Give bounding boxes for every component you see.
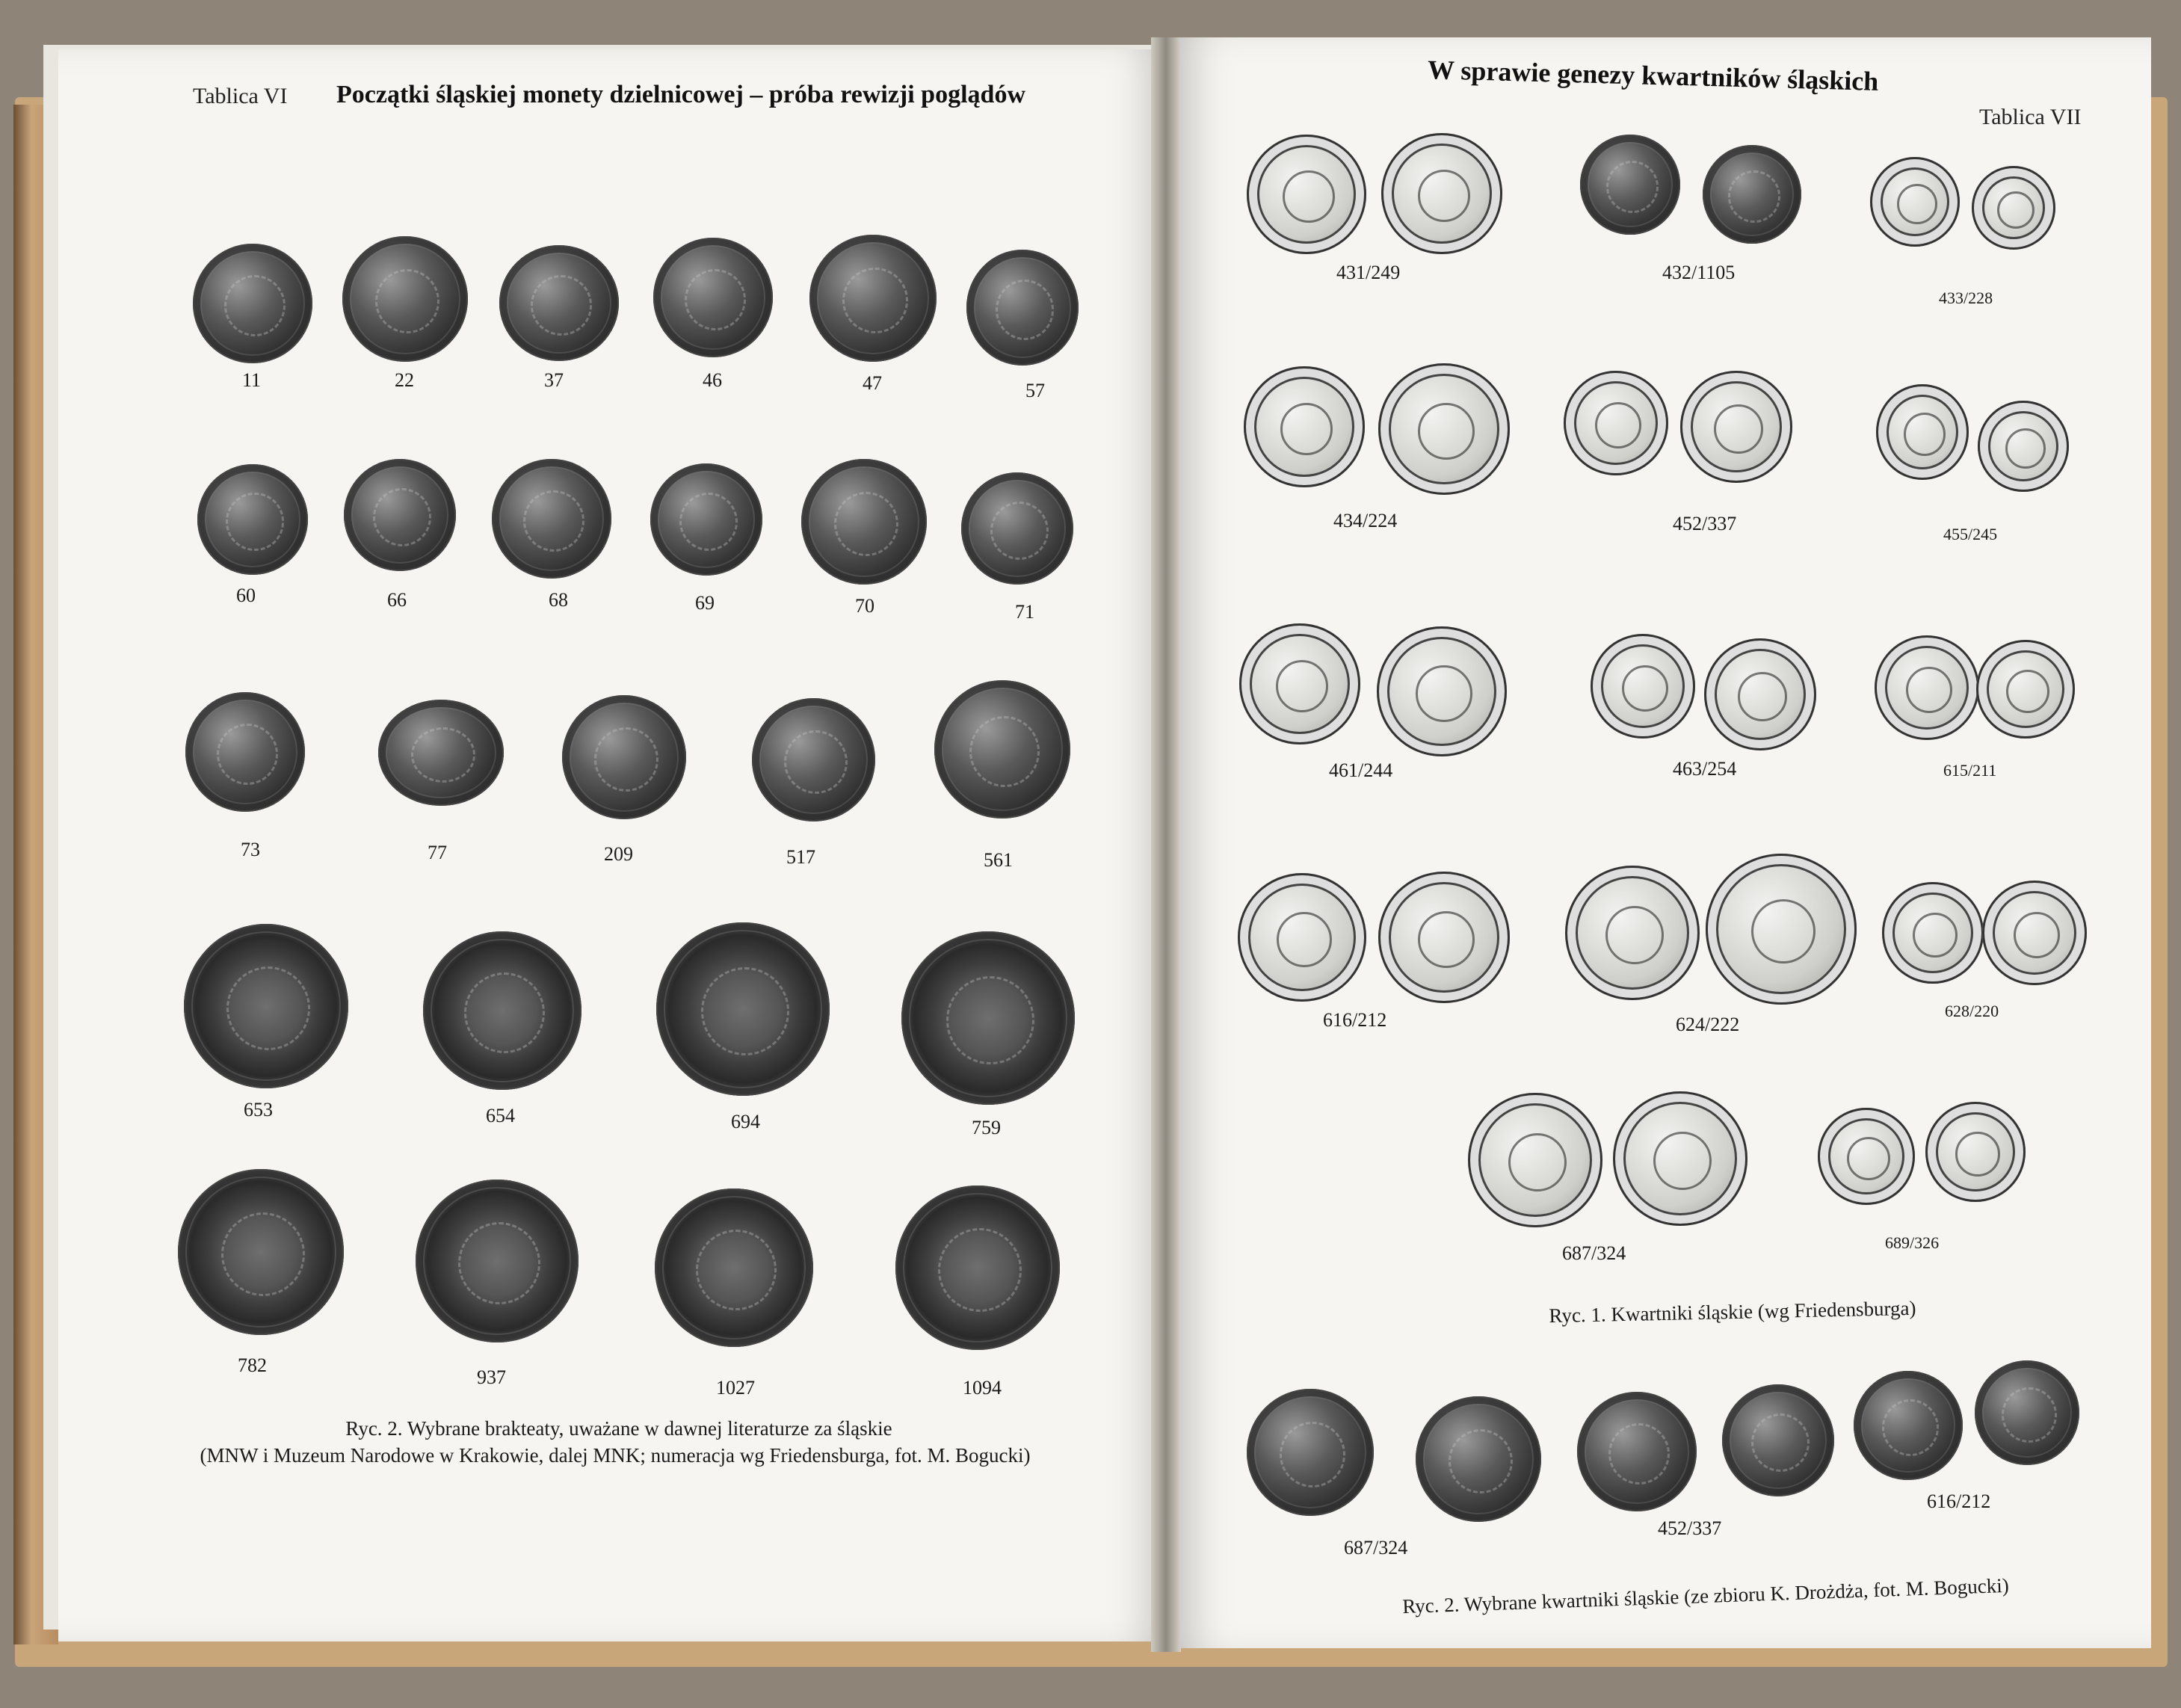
coin-label: 937 xyxy=(477,1366,506,1388)
coin-image xyxy=(1818,1108,1915,1205)
coin-image xyxy=(1377,626,1507,756)
coin-image xyxy=(1591,634,1695,739)
coin-image xyxy=(1378,363,1510,495)
coin-label: 782 xyxy=(238,1354,267,1376)
coin-image xyxy=(655,1188,813,1347)
coin-label: 1094 xyxy=(963,1377,1002,1399)
coin-photo xyxy=(1854,1371,1963,1480)
coin-image xyxy=(1703,145,1801,244)
coin-label: 77 xyxy=(428,842,447,863)
coin-image xyxy=(1704,638,1816,750)
coin-image xyxy=(184,924,348,1088)
coin-image xyxy=(197,464,308,575)
coin-label: 70 xyxy=(855,595,874,617)
coin-image xyxy=(416,1180,579,1342)
coin-label: 69 xyxy=(695,592,715,614)
coin-label: 73 xyxy=(241,839,260,860)
coin-label: 431/249 xyxy=(1336,262,1401,283)
coin-image xyxy=(1580,135,1680,235)
coin-image xyxy=(178,1169,344,1335)
coin-image xyxy=(1876,384,1969,480)
coin-image xyxy=(961,472,1073,585)
figure-caption-line2: (MNW i Muzeum Narodowe w Krakowie, dalej MNK; numeracja wg Friedensburga, fot. M. Bogucki) xyxy=(200,1444,1031,1467)
book-gutter xyxy=(1151,37,1181,1652)
coin-image xyxy=(901,931,1075,1105)
coin-image xyxy=(1875,635,1979,740)
coin-image xyxy=(1247,135,1366,254)
coin-label: 759 xyxy=(972,1117,1001,1138)
coin-label: 561 xyxy=(984,849,1013,871)
coin-image xyxy=(1378,872,1510,1003)
coin-photo xyxy=(1247,1389,1374,1516)
coin-photo xyxy=(1975,1360,2079,1465)
coin-image xyxy=(562,695,686,819)
photo-label: 687/324 xyxy=(1344,1537,1408,1559)
coin-image xyxy=(1978,401,2069,492)
coin-label: 452/337 xyxy=(1673,513,1737,534)
coin-image xyxy=(342,236,468,362)
coin-image xyxy=(966,250,1079,366)
coin-label: 1027 xyxy=(716,1377,755,1399)
coin-label: 628/220 xyxy=(1945,1002,1999,1020)
coin-image xyxy=(1613,1091,1747,1226)
coin-image xyxy=(653,238,773,357)
coin-image xyxy=(1976,640,2075,739)
coin-label: 37 xyxy=(544,369,564,391)
photo-label: 616/212 xyxy=(1927,1490,1991,1512)
coin-photo xyxy=(1577,1392,1697,1511)
coin-label: 687/324 xyxy=(1562,1242,1626,1264)
coin-label: 461/244 xyxy=(1329,759,1393,781)
coin-image xyxy=(1565,866,1700,1000)
coin-image xyxy=(1882,882,1984,984)
coin-image xyxy=(801,459,927,585)
coin-image xyxy=(809,235,937,362)
coin-image xyxy=(499,245,619,361)
coin-image xyxy=(1680,371,1792,483)
coin-image xyxy=(378,700,504,806)
coin-image xyxy=(650,463,762,576)
coin-image xyxy=(895,1186,1060,1350)
coin-image xyxy=(1972,166,2055,250)
coin-label: 46 xyxy=(703,369,722,391)
coin-label: 616/212 xyxy=(1323,1009,1387,1031)
coin-label: 517 xyxy=(786,846,815,868)
coin-image xyxy=(1564,371,1668,475)
coin-label: 432/1105 xyxy=(1662,262,1736,283)
coin-label: 455/245 xyxy=(1943,525,1998,543)
coin-label: 434/224 xyxy=(1333,510,1398,531)
coin-label: 463/254 xyxy=(1673,758,1737,780)
coin-image xyxy=(934,680,1070,818)
coin-photo xyxy=(1416,1396,1541,1522)
coin-image xyxy=(1706,854,1857,1005)
figure2-caption: Ryc. 2. Wybrane kwartniki śląskie (ze zbioru K. Drożdża, fot. M. Bogucki) xyxy=(1401,1573,2010,1618)
coin-image xyxy=(344,459,456,571)
coin-image xyxy=(656,922,830,1096)
coin-image xyxy=(1982,881,2087,985)
coin-label: 47 xyxy=(863,372,882,394)
left-running-title: Początki śląskiej monety dzielnicowej – próba rewizji poglądów xyxy=(336,81,1026,108)
coin-image xyxy=(185,692,305,812)
coin-image xyxy=(1238,873,1366,1002)
coin-image xyxy=(1239,623,1360,744)
coin-image xyxy=(193,244,312,363)
coin-label: 624/222 xyxy=(1676,1014,1740,1035)
coin-label: 71 xyxy=(1015,601,1034,623)
coin-label: 694 xyxy=(731,1111,760,1132)
coin-image xyxy=(1244,366,1365,487)
coin-image xyxy=(1381,133,1502,254)
coin-image xyxy=(752,698,875,821)
coin-image xyxy=(1468,1093,1602,1227)
coin-label: 433/228 xyxy=(1939,289,1993,307)
coin-image xyxy=(423,931,582,1090)
coin-label: 615/211 xyxy=(1943,761,1997,780)
coin-photo xyxy=(1722,1384,1834,1496)
coin-label: 66 xyxy=(387,589,407,611)
coin-label: 68 xyxy=(549,589,568,611)
plate-label-vi: Tablica VI xyxy=(193,84,288,108)
left-page xyxy=(58,49,1162,1641)
figure1-caption: Ryc. 1. Kwartniki śląskie (wg Friedensburga) xyxy=(1549,1296,1916,1328)
coin-label: 57 xyxy=(1025,380,1045,401)
coin-label: 689/326 xyxy=(1885,1233,1940,1252)
plate-label-vii: Tablica VII xyxy=(1979,105,2082,129)
figure-caption-line1: Ryc. 2. Wybrane brakteaty, uważane w dawnej literaturze za śląskie xyxy=(345,1417,892,1440)
photo-label: 452/337 xyxy=(1658,1517,1722,1539)
coin-label: 11 xyxy=(242,369,262,391)
coin-label: 209 xyxy=(604,843,633,865)
right-running-title: W sprawie genezy kwartników śląskich xyxy=(1427,55,1879,96)
coin-label: 22 xyxy=(395,369,414,391)
coin-image xyxy=(1925,1102,2026,1202)
coin-image xyxy=(1870,157,1960,247)
coin-image xyxy=(492,459,611,579)
coin-label: 653 xyxy=(244,1099,273,1120)
coin-label: 654 xyxy=(486,1105,515,1126)
coin-label: 60 xyxy=(236,585,256,606)
right-page xyxy=(1179,37,2151,1648)
